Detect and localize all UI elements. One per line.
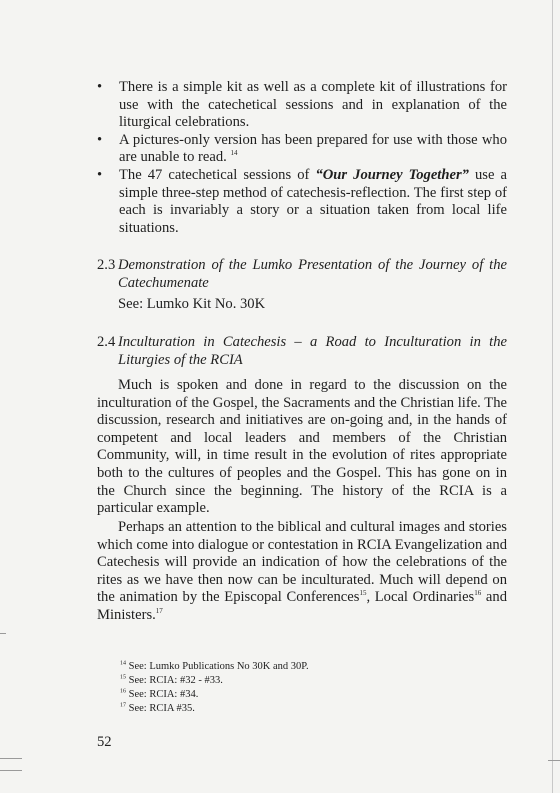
section-heading-2-4 <box>97 333 507 369</box>
footnote-text: See: RCIA: #34. <box>128 689 199 700</box>
footnote-ref[interactable]: 14 <box>230 149 238 158</box>
bullet-dot: • <box>97 79 103 95</box>
crop-mark <box>548 760 560 761</box>
paragraph-text: , Local Ordinaries <box>366 589 475 606</box>
body-paragraph-2 <box>97 519 507 625</box>
footnote-15 <box>120 674 309 688</box>
section-number: 2.3 <box>97 257 116 273</box>
body-paragraph-1: Much is spoken and done in regard to the discussion on the inculturation of the Gospel, the Sacraments and the Christian life. The discussion, research and initiatives are on-going and, in the hands of competent and local leaders and members of the Christian Community, will, in time result in the evolution of rites appropriate both to the cultures of peoples and the Gospel. This has gone on in the Church since the beginning. The history of the RCIA is a particular example. <box>97 377 507 517</box>
page-number: 52 <box>97 734 112 750</box>
page-edge <box>552 0 553 793</box>
bullet-text: use a simple three-step method of catechesis-reflection. The first step of each is invariably a story or a situation taken from local life situations. <box>119 166 507 236</box>
section-number: 2.4 <box>97 334 116 350</box>
bullet-item-kit <box>97 79 507 132</box>
section-title: Demonstration of the Lumko Presentation of the Journey of the Catechumenate <box>118 257 507 291</box>
bullet-item-sessions <box>97 167 507 237</box>
bullet-text: The 47 catechetical sessions of <box>119 166 316 183</box>
section-title: Inculturation in Catechesis – a Road to Inculturation in the Liturgies of the RCIA <box>118 334 507 368</box>
paragraph-text: and Ministers. <box>97 589 507 623</box>
footnote-text: See: RCIA: #32 - #33. <box>128 675 223 686</box>
bullet-text: There is a simple kit as well as a complete kit of illustrations for use with the catechetical sessions and in explanation of the liturgical celebrations. <box>119 79 507 131</box>
bullet-dot: • <box>97 131 103 148</box>
footnotes <box>120 660 309 716</box>
footnote-ref[interactable]: 15 <box>359 589 367 598</box>
footnote-ref[interactable]: 17 <box>155 607 163 616</box>
section-heading-2-3 <box>97 256 507 292</box>
footnote-number: 15 <box>120 674 126 681</box>
see-kit-line: See: Lumko Kit No. 30K <box>118 296 266 312</box>
bullet-list <box>97 79 507 237</box>
bullet-text: A pictures-only version has been prepared for use with those who are unable to read. <box>119 131 507 166</box>
footnote-number: 17 <box>120 702 126 709</box>
footnote-text: See: Lumko Publications No 30K and 30P. <box>128 661 309 672</box>
bullet-item-pictures <box>97 132 507 167</box>
crop-mark <box>0 758 22 759</box>
bullet-dot: • <box>97 166 103 183</box>
crop-mark <box>0 633 6 634</box>
footnote-17 <box>120 702 309 716</box>
crop-mark <box>0 770 22 771</box>
paragraph-text: Perhaps an attention to the biblical and cultural images and stories which come into dialogue or contestation in RCIA Evangelization and Catechesis will provide an indication of how the celebrations of the rites as we have then now can be inculturated. Much will depend on the animation by the Episcopal Conferences <box>97 519 507 606</box>
footnote-14 <box>120 660 309 674</box>
footnote-text: See: RCIA #35. <box>128 703 195 714</box>
footnote-16 <box>120 688 309 702</box>
footnote-number: 16 <box>120 688 126 695</box>
bullet-emphasis: “Our Journey Together” <box>315 166 469 183</box>
footnote-ref[interactable]: 16 <box>474 589 482 598</box>
footnote-number: 14 <box>120 660 126 667</box>
